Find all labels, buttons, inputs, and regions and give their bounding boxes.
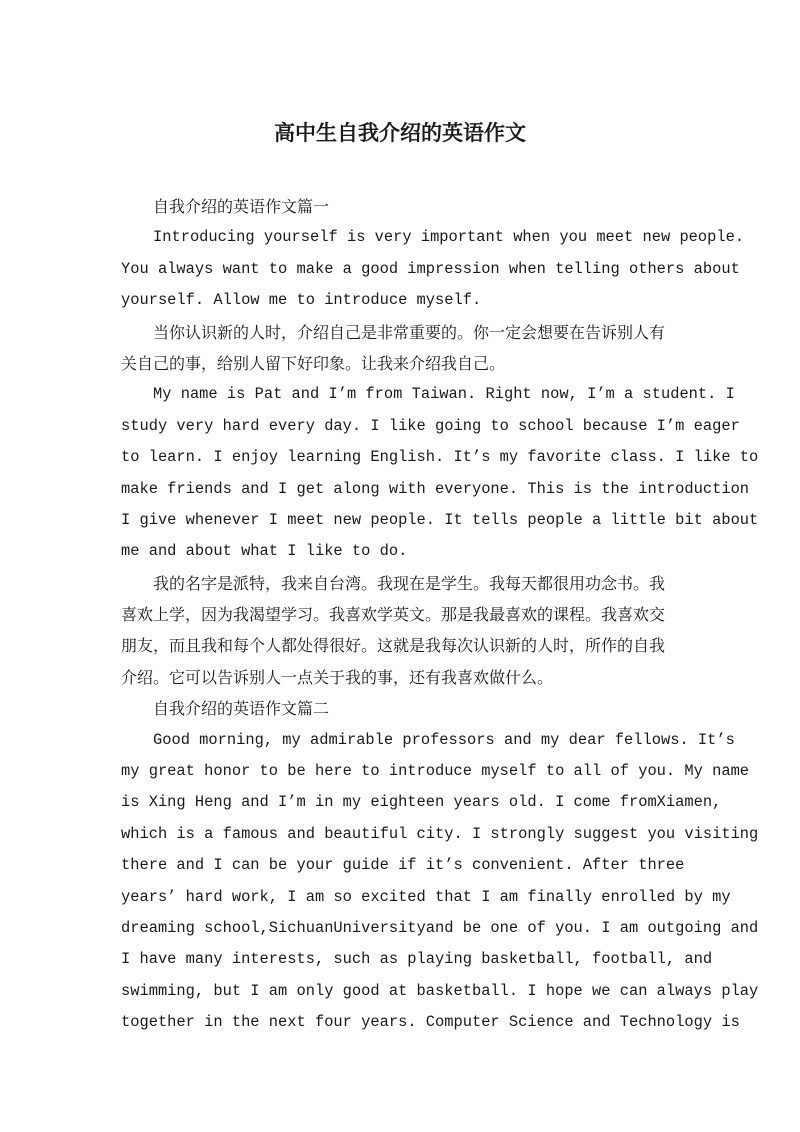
chinese-text-line: 当你认识新的人时，介绍自己是非常重要的。你一定会想要在告诉别人有 xyxy=(153,322,666,342)
english-text-line: dreaming school,SichuanUniversityand be one of you. I am outgoing and xyxy=(121,918,759,937)
english-text-line: I give whenever I meet new people. It tells people a little bit about xyxy=(121,510,759,529)
english-text-line: I have many interests, such as playing basketball, football, and xyxy=(121,950,713,969)
document-title: 高中生自我介绍的英语作文 xyxy=(274,120,526,145)
english-text-line: My name is Pat and I’m from Taiwan. Right now, I’m a student. I xyxy=(153,385,735,404)
english-text-line: to learn. I enjoy learning English. It’s my favorite class. I like to xyxy=(121,448,759,467)
chinese-text-line: 朋友，而且我和每个人都处得很好。这就是我每次认识新的人时，所作的自我 xyxy=(121,636,666,656)
english-text-line: years’ hard work, I am so excited that I am finally enrolled by my xyxy=(121,887,731,906)
english-text-line: You always want to make a good impression when telling others about xyxy=(121,259,740,278)
english-text-line: me and about what I like to do. xyxy=(121,542,408,561)
english-text-line: which is a famous and beautiful city. I strongly suggest you visiting xyxy=(121,824,759,843)
english-text-line: swimming, but I am only good at basketball. I hope we can always play xyxy=(121,981,759,1000)
english-text-line: yourself. Allow me to introduce myself. xyxy=(121,291,482,310)
english-text-line: study very hard every day. I like going to school because I’m eager xyxy=(121,416,740,435)
english-text-line: Good morning, my admirable professors and my dear fellows. It’s xyxy=(153,730,735,749)
english-text-line: my great honor to be here to introduce myself to all of you. My name xyxy=(121,762,750,781)
chinese-text-line: 自我介绍的英语作文篇二 xyxy=(153,699,330,719)
english-text-line: is Xing Heng and I’m in my eighteen years old. I come fromXiamen, xyxy=(121,793,722,812)
english-text-line: Introducing yourself is very important when you meet new people. xyxy=(153,228,745,247)
chinese-text-line: 我的名字是派特，我来自台湾。我现在是学生。我每天都很用功念书。我 xyxy=(153,573,666,593)
document-body xyxy=(121,191,759,1039)
english-text-line: together in the next four years. Computer Science and Technology is xyxy=(121,1013,740,1032)
english-text-line: there and I can be your guide if it’s convenient. After three xyxy=(121,856,685,875)
chinese-text-line: 关自己的事，给别人留下好印象。让我来介绍我自己。 xyxy=(121,353,506,373)
chinese-text-line: 喜欢上学，因为我渴望学习。我喜欢学英文。那是我最喜欢的课程。我喜欢交 xyxy=(121,605,666,625)
chinese-text-line: 自我介绍的英语作文篇一 xyxy=(153,197,330,216)
english-text-line: make friends and I get along with everyone. This is the introduction xyxy=(121,479,750,498)
chinese-text-line: 介绍。它可以告诉别人一点关于我的事，还有我喜欢做什么。 xyxy=(121,667,554,687)
